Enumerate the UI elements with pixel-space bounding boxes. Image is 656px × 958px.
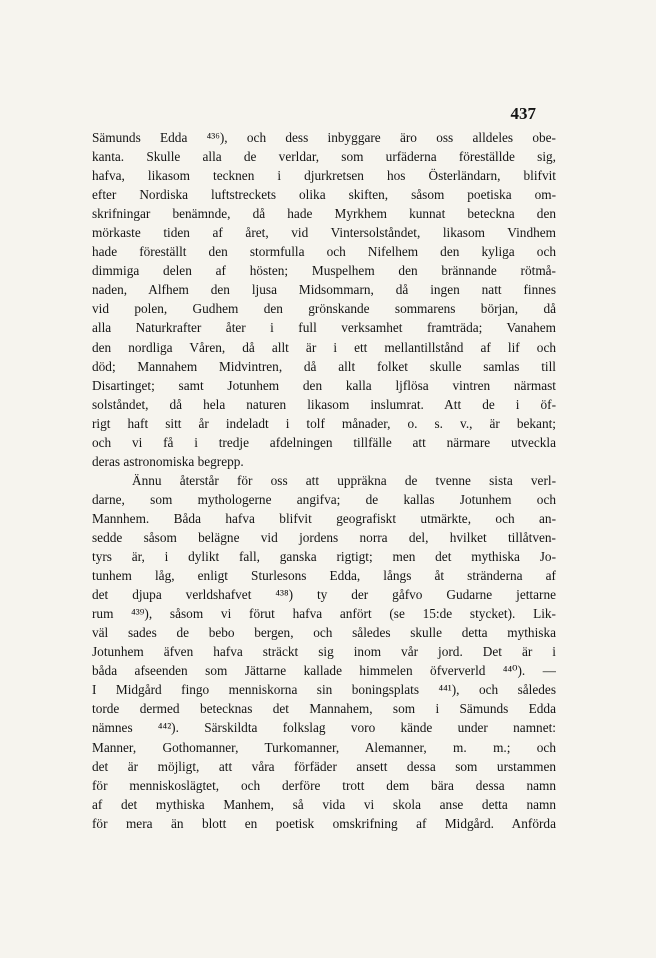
text-line: deras astronomiska begrepp. <box>92 453 244 469</box>
text-line: af det mythiska Manhem, så vida vi skola anse detta namn <box>92 796 556 812</box>
text-line: darne, som mythologerne angifva; de kallas Jotunhem och <box>92 491 556 507</box>
text-line: den nordliga Våren, då allt är i ett mellantillstånd af lif och <box>92 339 556 355</box>
text-line: Mannhem. Båda hafva blifvit geografiskt utmärkte, och an- <box>92 510 556 526</box>
text-line: I Midgård fingo menniskorna sin boningsplats ⁴⁴¹), och således <box>92 682 556 698</box>
text-line: sedde såsom belägne vid jordens norra del, hvilket tillåtven- <box>92 529 556 545</box>
text-line: tunhem låg, enligt Sturlesons Edda, långs åt stränderna af <box>92 568 556 584</box>
text-line: kanta. Skulle alla de verldar, som urfäderna föreställde sig, <box>92 149 556 165</box>
text-line: naden, Alfhem den ljusa Midsommarn, då ingen natt finnes <box>92 282 556 298</box>
text-line: mörkaste tiden af året, vid Vintersolståndet, likasom Vindhem <box>92 225 556 241</box>
text-line: hade föreställt den stormfulla och Nifelhem den kyliga och <box>92 244 556 260</box>
text-line: rum ⁴³⁹), såsom vi förut hafva anfört (se 15:de stycket). Lik- <box>92 606 556 622</box>
text-line: Ännu återstår för oss att uppräkna de tvenne sista verl- <box>132 472 556 488</box>
paragraph <box>92 471 556 833</box>
text-line: hafva, likasom tecknen i djurkretsen hos Österländarn, blifvit <box>92 168 556 184</box>
text-line: nämnes ⁴⁴²). Särskildta folkslag voro kände under namnet: <box>92 720 556 736</box>
text-line: väl sades de bebo bergen, och således skulle detta mythiska <box>92 625 556 641</box>
text-line: båda afseenden som Jättarne kallade himmelen öfververld ⁴⁴⁰). — <box>92 663 556 679</box>
text-line: dimmiga delen af hösten; Muspelhem den brännande rötmå- <box>92 263 556 279</box>
text-line: skrifningar benämnde, då hade Myrkhem kunnat beteckna den <box>92 206 556 222</box>
text-line: Manner, Gothomanner, Turkomanner, Alemanner, m. m.; och <box>92 739 556 755</box>
text-line: tyrs är, i dylikt fall, ganska rigtigt; men det mythiska Jo- <box>92 549 556 565</box>
text-line: Disartinget; samt Jotunhem den kalla ljflösa vintren närmast <box>92 377 556 393</box>
text-line: vid polen, Gudhem den grönskande sommarens början, då <box>92 301 556 317</box>
page-number: 437 <box>510 104 536 123</box>
text-line: död; Mannahem Midvintren, då allt folket skulle samlas till <box>92 358 556 374</box>
body-text <box>92 128 556 833</box>
text-line: och vi få i tredje afdelningen tillfälle att närmare utveckla <box>92 434 556 450</box>
text-line: Jotunhem äfven hafva sträckt sig inom vår jord. Det är i <box>92 644 556 660</box>
text-line: det är möjligt, att våra förfäder ansett dessa som urstammen <box>92 758 556 774</box>
text-line: torde dermed betecknas det Mannahem, som i Sämunds Edda <box>92 701 556 717</box>
text-line: Sämunds Edda ⁴³⁶), och dess inbyggare äro oss alldeles obe- <box>92 130 556 145</box>
text-line: alla Naturkrafter åter i full verksamhet framträda; Vanahem <box>92 320 556 336</box>
text-line: rigt haft sitt år indeladt i tolf månader, o. s. v., är bekant; <box>92 415 556 431</box>
paragraph <box>92 128 556 471</box>
text-line: solståndet, då hela naturen likasom inslumrat. Att de i öf- <box>92 396 556 412</box>
text-line: efter Nordiska luftstreckets olika skiften, såsom poetiska om- <box>92 187 556 203</box>
text-line: för menniskoslägtet, och derföre trott dem bära dessa namn <box>92 777 556 793</box>
text-line: för mera än blott en poetisk omskrifning af Midgård. Anförda <box>92 815 556 831</box>
text-line: det djupa verldshafvet ⁴³⁸) ty der gåfvo Gudarne jettarne <box>92 587 556 603</box>
